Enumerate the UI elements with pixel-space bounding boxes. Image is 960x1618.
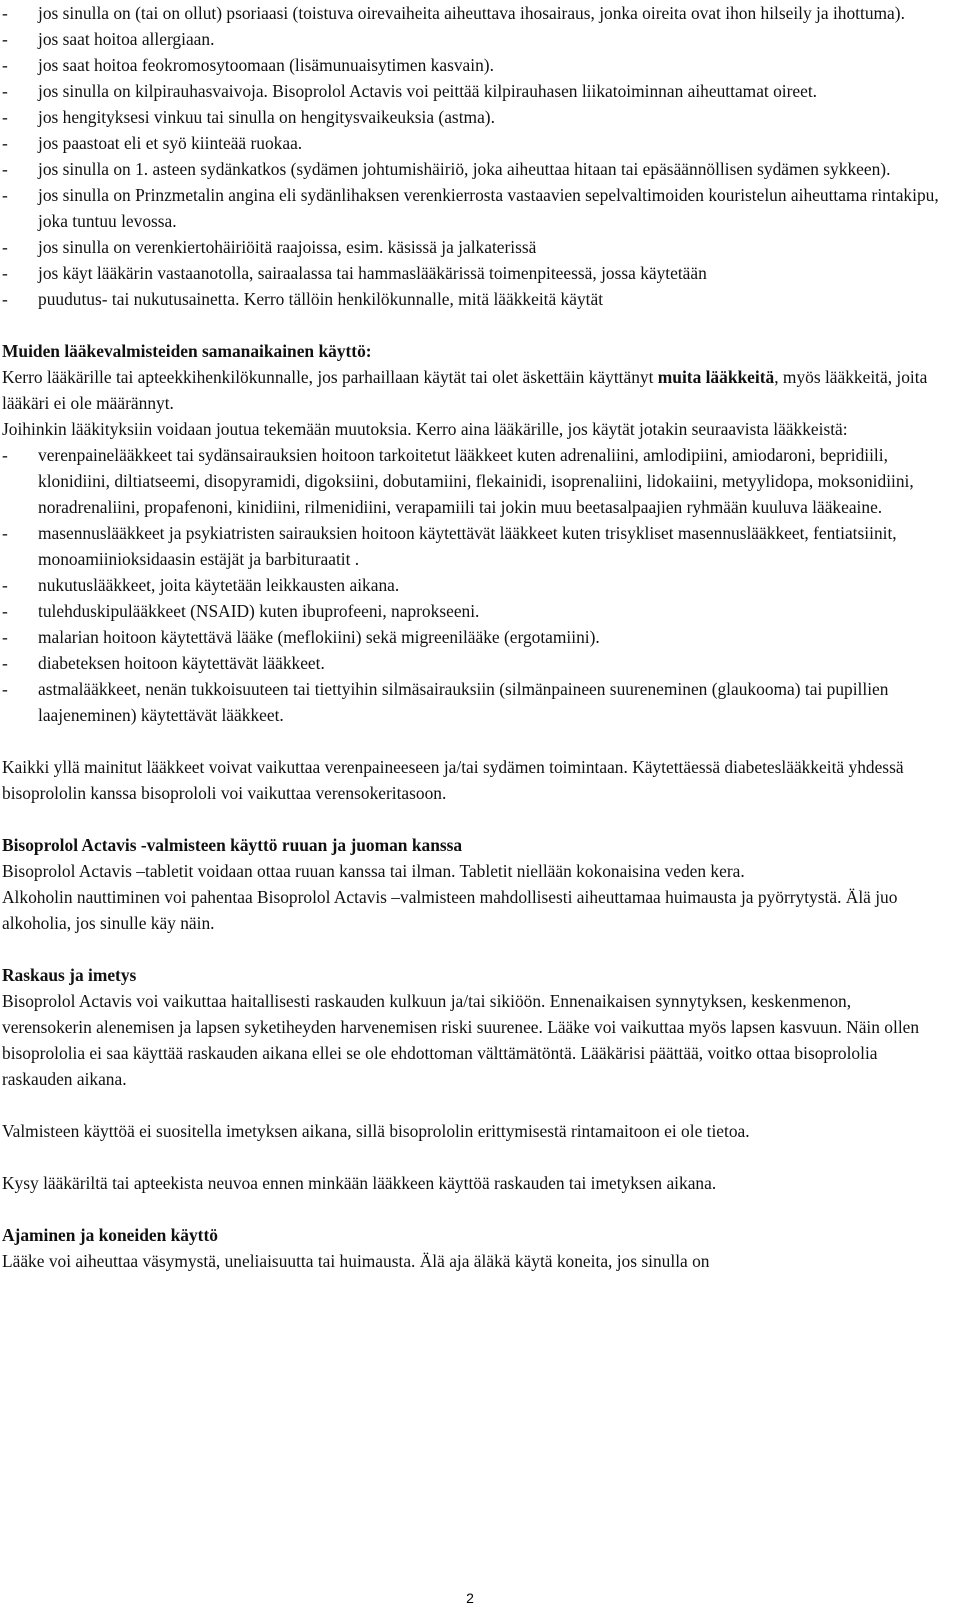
- list-dash: -: [2, 107, 8, 127]
- list-item: - jos saat hoitoa feokromosytoomaan (lisämunuaisytimen kasvain).: [0, 52, 940, 78]
- list-item: - jos sinulla on kilpirauhasvaivoja. Bisoprolol Actavis voi peittää kilpirauhasen liikatoiminnan aiheuttamat oireet.: [0, 78, 940, 104]
- list-item: - jos sinulla on 1. asteen sydänkatkos (sydämen johtumishäiriö, joka aiheuttaa hitaan tai epäsäännöllisen sydämen sykkeen).: [0, 156, 940, 182]
- list-item: - jos sinulla on Prinzmetalin angina eli sydänlihaksen verenkierrosta vastaavien sepelvaltimoiden kouristelun aiheuttama rintakipu, joka tuntuu levossa.: [0, 182, 940, 234]
- section-heading-food: Bisoprolol Actavis -valmisteen käyttö ruuan ja juoman kanssa: [2, 835, 463, 855]
- list-dash: -: [2, 81, 8, 101]
- spacer: [0, 1144, 940, 1170]
- precautions-list: [0, 0, 940, 312]
- list-dash: -: [2, 55, 8, 75]
- list-item: - masennuslääkkeet ja psykiatristen sairauksien hoitoon käytettävät lääkkeet kuten trisykliset masennuslääkkeet, fentiatsiinit, monoamiinioksidaasin estäjät ja barbituraatit .: [0, 520, 940, 572]
- paragraph: Kerro lääkärille tai apteekkihenkilökunnalle, jos parhaillaan käytät tai olet äskettäin käyttänyt muita lääkkeitä, myös lääkkeitä, joita lääkäri ei ole määrännyt.: [2, 367, 928, 413]
- list-dash: -: [2, 601, 8, 621]
- paragraph: Kysy lääkäriltä tai apteekista neuvoa ennen minkään lääkkeen käyttöä raskauden tai imetyksen aikana.: [2, 1173, 717, 1193]
- list-dash: -: [2, 523, 8, 543]
- spacer: [0, 312, 940, 338]
- section-heading-driving: Ajaminen ja koneiden käyttö: [2, 1225, 218, 1245]
- paragraph: Alkoholin nauttiminen voi pahentaa Bisoprolol Actavis –valmisteen mahdollisesti aiheuttamaa huimausta ja pyörrytystä. Älä juo alkoholia, jos sinulle käy näin.: [2, 887, 898, 933]
- list-dash: -: [2, 445, 8, 465]
- spacer: [0, 728, 940, 754]
- page-number: 2: [466, 1590, 474, 1606]
- list-dash: -: [2, 289, 8, 309]
- medications-list: [0, 442, 940, 728]
- list-item: - astmalääkkeet, nenän tukkoisuuteen tai tiettyihin silmäsairauksiin (silmänpaineen suureneminen (glaukooma) tai pupillien laajeneminen) käytettävät lääkkeet.: [0, 676, 940, 728]
- list-dash: -: [2, 679, 8, 699]
- paragraph: Kaikki yllä mainitut lääkkeet voivat vaikuttaa verenpaineeseen ja/tai sydämen toimintaan. Käytettäessä diabeteslääkkeitä yhdessä bisoprololin kanssa bisoprololi voi vaikuttaa verensokeritasoon.: [2, 757, 904, 803]
- section-heading-other-meds: Muiden lääkevalmisteiden samanaikainen käyttö:: [2, 341, 372, 361]
- list-item: - jos saat hoitoa allergiaan.: [0, 26, 940, 52]
- spacer: [0, 936, 940, 962]
- paragraph: Lääke voi aiheuttaa väsymystä, uneliaisuutta tai huimausta. Älä aja äläkä käytä koneita, jos sinulla on: [2, 1251, 710, 1271]
- section-heading-pregnancy: Raskaus ja imetys: [2, 965, 137, 985]
- list-item: - jos paastoat eli et syö kiinteää ruokaa.: [0, 130, 940, 156]
- paragraph: Bisoprolol Actavis –tabletit voidaan ottaa ruuan kanssa tai ilman. Tabletit niellään kokonaisina veden kera.: [2, 861, 745, 881]
- list-dash: -: [2, 653, 8, 673]
- spacer: [0, 1092, 940, 1118]
- list-dash: -: [2, 627, 8, 647]
- spacer: [0, 1196, 940, 1222]
- list-dash: -: [2, 159, 8, 179]
- list-item: - puudutus- tai nukutusainetta. Kerro tällöin henkilökunnalle, mitä lääkkeitä käytät: [0, 286, 940, 312]
- list-item: - jos sinulla on (tai on ollut) psoriaasi (toistuva oirevaiheita aiheuttava ihosairaus, jonka oireita ovat ihon hilseily ja ihottuma).: [0, 0, 940, 26]
- paragraph: Joihinkin lääkityksiin voidaan joutua tekemään muutoksia. Kerro aina lääkärille, jos käytät jotakin seuraavista lääkkeistä:: [2, 419, 848, 439]
- list-dash: -: [2, 237, 8, 257]
- paragraph: Bisoprolol Actavis voi vaikuttaa haitallisesti raskauden kulkuun ja/tai sikiöön. Ennenaikaisen synnytyksen, keskenmenon, verensokerin alenemisen ja lapsen syketiheyden harvenemisen riski suurenee. Lääke voi vaikuttaa myös lapsen kasvuun. Näin ollen bisoprololia ei saa käyttää raskauden aikana ellei se ole ehdottoman välttämätöntä. Lääkärisi päättää, voitko ottaa bisoprololia raskauden aikana.: [2, 991, 920, 1089]
- list-dash: -: [2, 263, 8, 283]
- list-item: - malarian hoitoon käytettävä lääke (meflokiini) sekä migreenilääke (ergotamiini).: [0, 624, 940, 650]
- list-item: - nukutuslääkkeet, joita käytetään leikkausten aikana.: [0, 572, 940, 598]
- list-item: - diabeteksen hoitoon käytettävät lääkkeet.: [0, 650, 940, 676]
- list-dash: -: [2, 133, 8, 153]
- list-item: - jos sinulla on verenkiertohäiriöitä raajoissa, esim. käsissä ja jalkaterissä: [0, 234, 940, 260]
- list-dash: -: [2, 3, 8, 23]
- list-item: - jos käyt lääkärin vastaanotolla, sairaalassa tai hammaslääkärissä toimenpiteessä, jossa käytetään: [0, 260, 940, 286]
- list-dash: -: [2, 575, 8, 595]
- list-dash: -: [2, 185, 8, 205]
- list-item: - tulehduskipulääkkeet (NSAID) kuten ibuprofeeni, naprokseeni.: [0, 598, 940, 624]
- list-item: - verenpainelääkkeet tai sydänsairauksien hoitoon tarkoitetut lääkkeet kuten adrenaliini, amlodipiini, amiodaroni, bepridiili, klonidiini, diltiatseemi, disopyramidi, digoksiini, dobutamiini, flekainidi, isoprenaliini, lidokaiini, metyylidopa, moksonidiini, noradrenaliini, propafenoni, kinidiini, rilmenidiini, verapamiili tai jokin muu beetasalpaajien ryhmään kuuluva lääkeaine.: [0, 442, 940, 520]
- list-dash: -: [2, 29, 8, 49]
- paragraph: Valmisteen käyttöä ei suositella imetyksen aikana, sillä bisoprololin erittymisestä rintamaitoon ei ole tietoa.: [2, 1121, 750, 1141]
- emphasis: muita lääkkeitä: [657, 367, 775, 387]
- spacer: [0, 806, 940, 832]
- list-item: - jos hengityksesi vinkuu tai sinulla on hengitysvaikeuksia (astma).: [0, 104, 940, 130]
